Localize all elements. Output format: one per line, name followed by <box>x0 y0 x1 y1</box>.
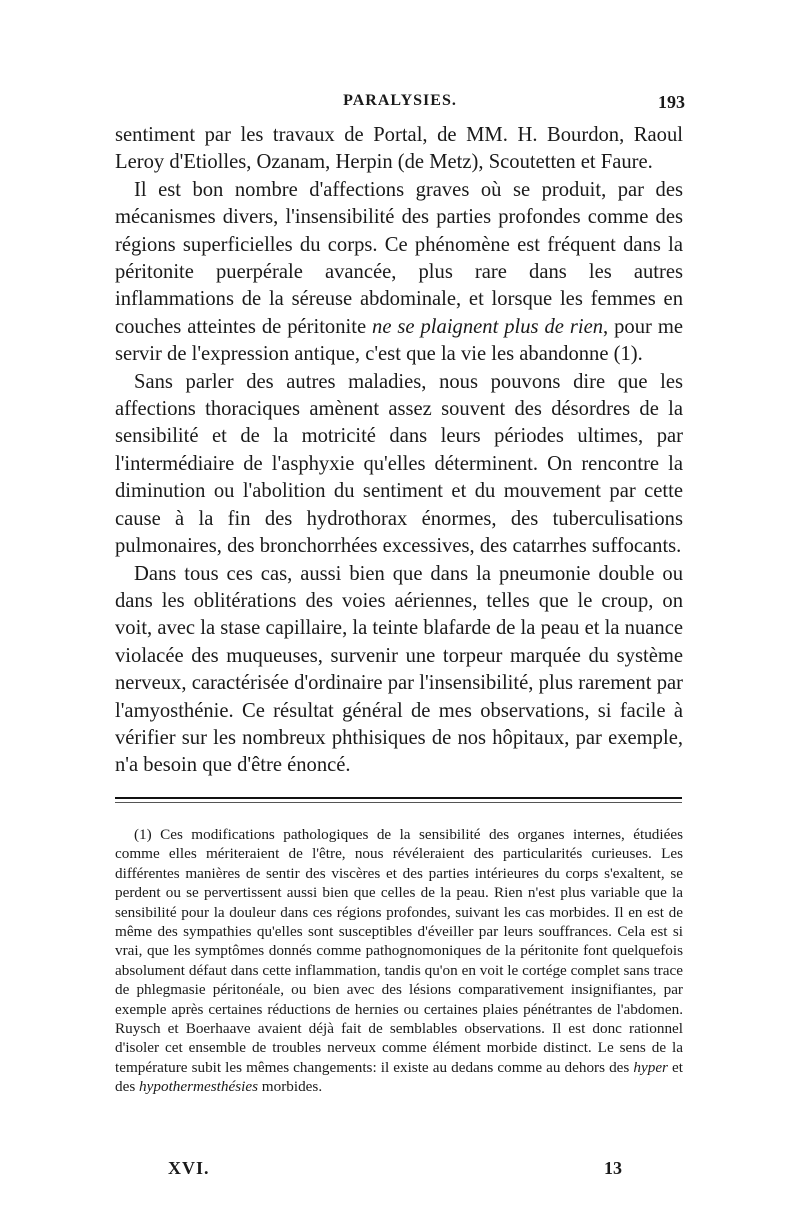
footnote-divider <box>115 797 682 803</box>
paragraph-2-italic-quote: ne se plaignent plus de rien <box>372 315 604 338</box>
paragraph-2-part-a: Il est bon nombre d'affections graves où se produit, par des mécanismes divers, l'insensibilité des parties profondes comme des régions superficielles du corps. Ce phénomène est fréquent dans la péritonite puerpérale avancée, plus rare dans les autres inflammations de la séreuse abdominale, et lorsque les femmes en couches atteintes de péritonite <box>115 178 683 338</box>
signature-number: 13 <box>604 1158 622 1178</box>
signature-mark: XVI. <box>168 1158 210 1178</box>
paragraph-2-part-b: , pour me servir de l'expression antique, c'est que la vie les abandonne (1). <box>115 315 683 366</box>
paragraph-4: Dans tous ces cas, aussi bien que dans la pneumonie double ou dans les oblitérations des voies aériennes, telles que le croup, on voit, avec la stase capillaire, la teinte blafarde de la peau et la nuance violacée des muqueuses, survenir une torpeur marquée du système nerveux, caractérisée d'ordinaire par l'insensibilité, plus rarement par l'amyosthénie. Ce résultat général de mes observations, si facile à vérifier sur les nombreux phthisiques de nos hôpitaux, par exemple, n'a besoin que d'être énoncé. <box>115 562 683 777</box>
footnote-text-c: morbides. <box>258 1078 323 1096</box>
paragraph-3: Sans parler des autres maladies, nous pouvons dire que les affections thoraciques amènent assez souvent des désordres de la sensibilité et de la motricité dans leurs périodes ultimes, par l'intermédiaire de l'asphyxie qu'elles déterminent. On rencontre la diminution ou l'abolition du sentiment et du mouvement par cette cause à la fin des hydrothorax énormes, des tuberculisations pulmonaires, des bronchorrhées excessives, des catarrhes suffocants. <box>115 370 683 558</box>
footnote-italic-hypothermesthesies: hypothermesthésies <box>139 1078 258 1096</box>
footnote-paragraph <box>115 825 683 1097</box>
footnote-text-b: et des <box>115 1058 684 1096</box>
paragraph-2 <box>115 177 683 369</box>
running-title: PARALYSIES. <box>343 92 457 109</box>
footnote-italic-hyper: hyper <box>633 1058 668 1076</box>
main-text <box>115 122 683 780</box>
footnote <box>115 825 683 1097</box>
page-header <box>115 92 685 118</box>
paragraph-1: sentiment par les travaux de Portal, de MM. H. Bourdon, Raoul Leroy d'Etiolles, Ozanam, Herpin (de Metz), Scoutetten et Faure. <box>115 124 683 174</box>
page-number: 193 <box>658 92 685 112</box>
footnote-text-a: (1) Ces modifications pathologiques de la sensibilité des organes internes, étudiées comme elles mériteraient de l'être, nous révéleraient des particularités curieuses. Les différentes manières de sentir des viscères et des parties intérieures du corps s'exaltent, se perdent ou se pervertissent aussi bien que celles de la peau. Rien n'est plus variable que la sensibilité pour la douleur dans ces régions profondes, suivant les cas morbides. Il en est de même des sympathies qu'elles sont susceptibles d'éveiller par leurs souffrances. Cela est si vrai, que les symptômes donnés comme pathognomoniques de la péritonite font quelquefois absolument défaut dans cette inflammation, tandis qu'on en voit le cortége complet sans trace de phlegmasie péritonéale, ou bien avec des lésions comparativement insignifiantes, par exemple après certaines réductions de hernies ou certaines plaies pénétrantes de l'abdomen. Ruysch et Boerhaave avaient déjà fait de semblables observations. Il est donc rationnel d'isoler cet ensemble de troubles nerveux comme élément morbide distinct. Le sens de la température subit les mêmes changements: il existe au dedans comme au dehors des <box>115 826 683 1076</box>
